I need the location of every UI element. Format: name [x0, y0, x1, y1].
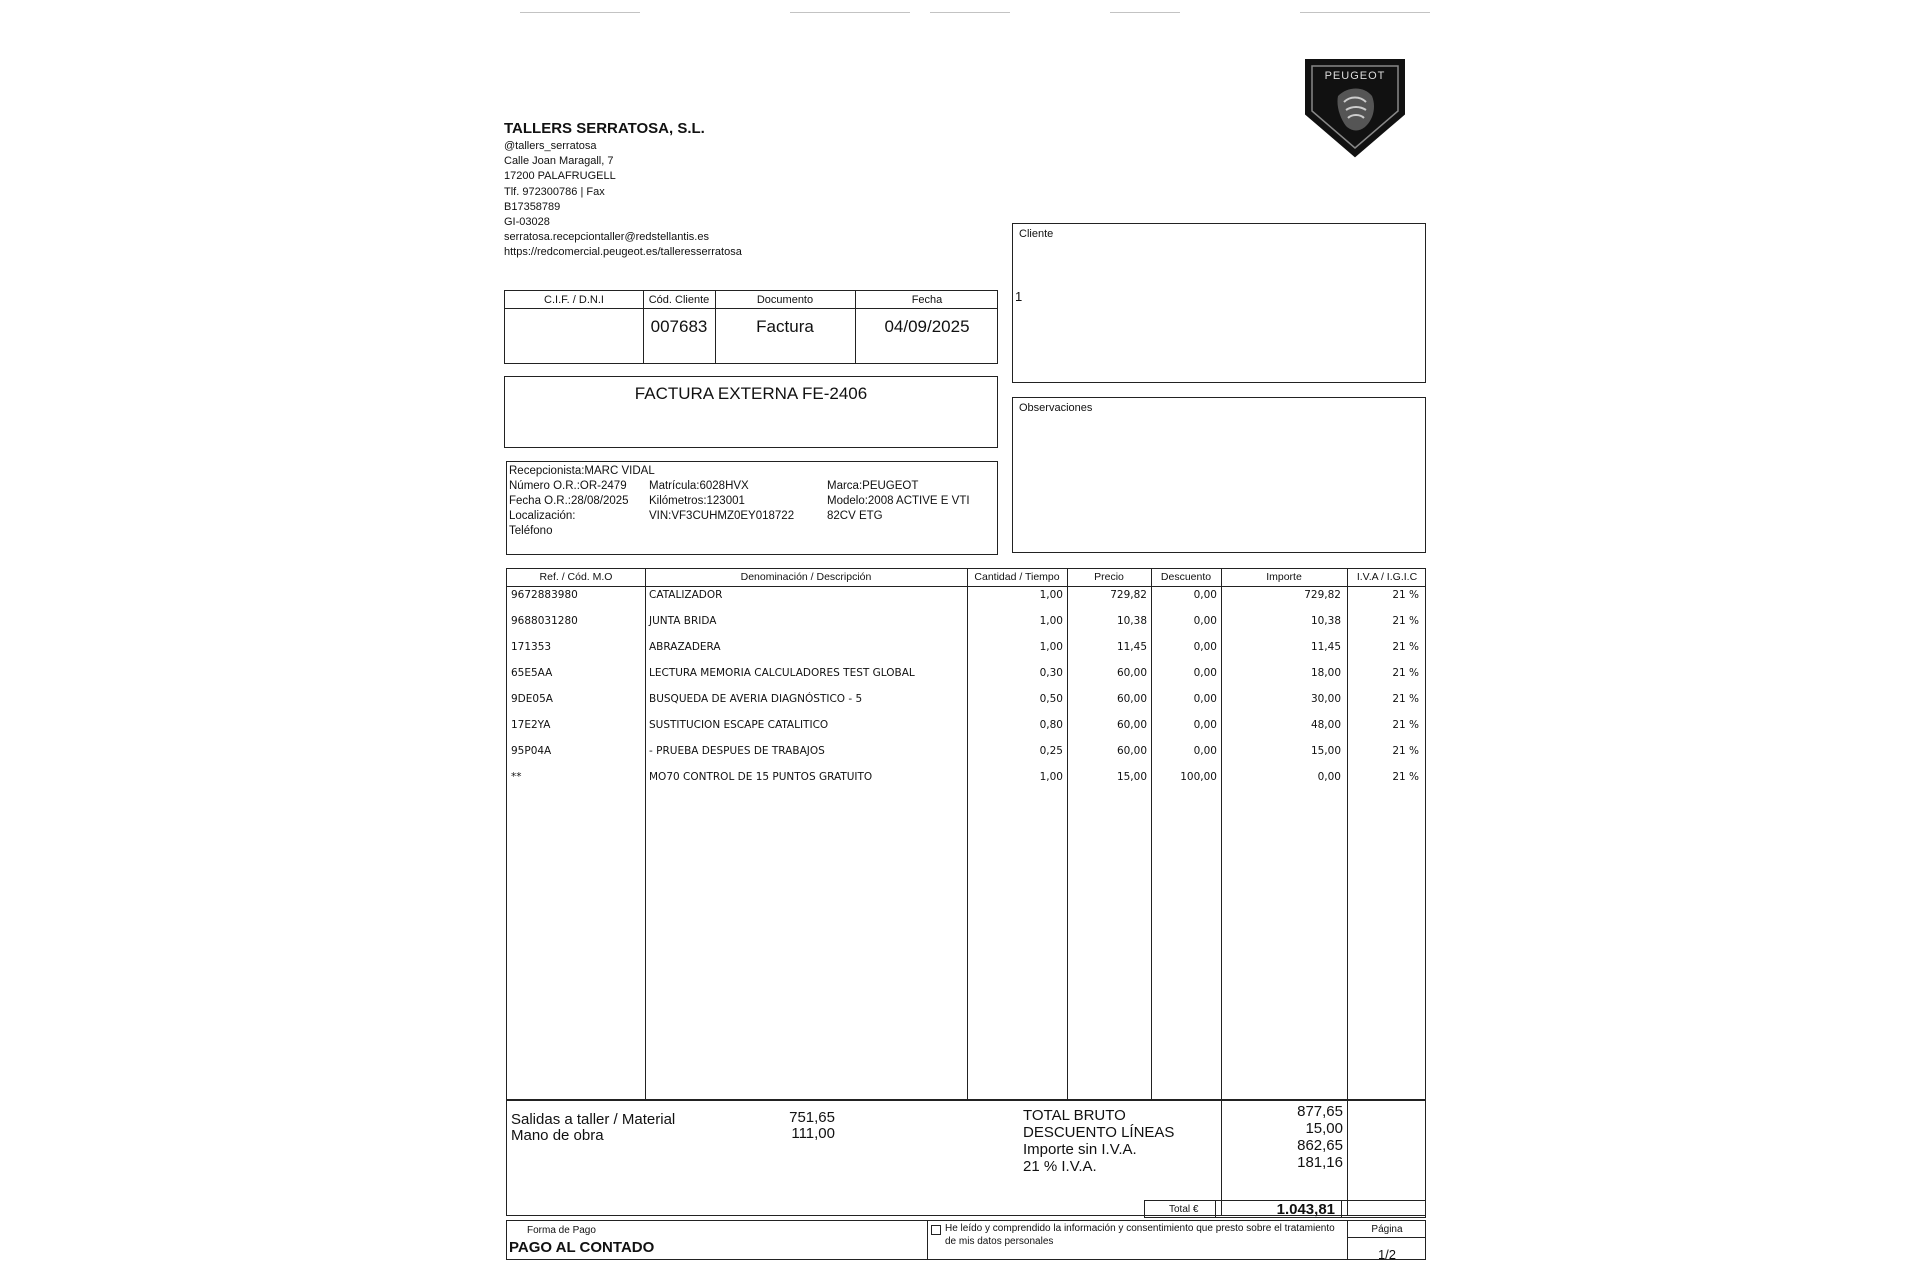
cell-description: ABRAZADERA: [649, 641, 721, 653]
col-description-header: Denominación / Descripción: [740, 571, 872, 583]
net-value: 862,65: [1297, 1137, 1343, 1154]
cell-price: 15,00: [1116, 771, 1147, 783]
cell-description: LECTURA MEMORIA CALCULADORES TEST GLOBAL: [649, 667, 915, 679]
cif-label: C.I.F. / D.N.I: [544, 294, 604, 306]
col-amount-header: Importe: [1266, 571, 1302, 583]
table-row: [507, 589, 1425, 609]
cell-ref: 9672883980: [511, 589, 578, 601]
kilometers: Kilómetros:123001: [649, 495, 745, 507]
cell-ref: 95P04A: [511, 745, 552, 757]
gross-label: TOTAL BRUTO: [1023, 1107, 1126, 1124]
repair-order-number: Número O.R.:OR-2479: [509, 480, 627, 492]
cell-price: 60,00: [1116, 745, 1147, 757]
company-email: serratosa.recepciontaller@redstellantis.es: [504, 231, 709, 244]
receptionist: Recepcionista:MARC VIDAL: [509, 465, 655, 477]
cell-amount: 18,00: [1310, 667, 1341, 679]
col-price-header: Precio: [1094, 571, 1124, 583]
invoice-title: FACTURA EXTERNA FE-2406: [634, 384, 868, 403]
date-value: 04/09/2025: [884, 317, 970, 336]
table-row: [507, 693, 1425, 713]
labour-label: Mano de obra: [511, 1127, 604, 1144]
client-label: Cliente: [1019, 228, 1054, 240]
net-label: Importe sin I.V.A.: [1023, 1141, 1137, 1158]
company-registry: GI-03028: [504, 216, 550, 229]
model-detail: 82CV ETG: [827, 510, 883, 522]
observations-box: [1012, 397, 1426, 553]
cell-description: MO70 CONTROL DE 15 PUNTOS GRATUITO: [649, 771, 873, 783]
cell-discount: 0,00: [1193, 745, 1217, 757]
peugeot-logo-icon: [1300, 52, 1410, 162]
table-row: [507, 667, 1425, 687]
cell-description: JUNTA BRIDA: [649, 615, 717, 627]
repair-order-date: Fecha O.R.:28/08/2025: [509, 495, 629, 507]
cell-discount: 0,00: [1193, 693, 1217, 705]
cell-amount: 48,00: [1310, 719, 1341, 731]
cell-ref: 17E2YA: [511, 719, 551, 731]
cell-discount: 0,00: [1193, 589, 1217, 601]
cell-quantity: 1,00: [1039, 615, 1063, 627]
consent-checkbox[interactable]: [931, 1225, 941, 1235]
cell-description: - PRUEBA DESPUES DE TRABAJOS: [649, 745, 825, 757]
col-ref-header: Ref. / Cód. M.O: [539, 571, 613, 583]
cell-amount: 11,45: [1310, 641, 1341, 653]
vat-label: 21 % I.V.A.: [1023, 1158, 1097, 1175]
col-discount-header: Descuento: [1160, 571, 1212, 583]
cell-ref: 65E5AA: [511, 667, 553, 679]
cell-ref: 9DE05A: [511, 693, 553, 705]
cell-quantity: 1,00: [1039, 641, 1063, 653]
logo-text: PEUGEOT: [1324, 70, 1386, 82]
material-label: Salidas a taller / Material: [511, 1111, 676, 1128]
client-code-label: Cód. Cliente: [648, 294, 710, 306]
cell-quantity: 0,25: [1039, 745, 1063, 757]
cell-vat: 21 %: [1392, 771, 1419, 783]
cell-quantity: 0,30: [1039, 667, 1063, 679]
client-value: 1: [1015, 289, 1023, 304]
payment-label: Forma de Pago: [527, 1225, 596, 1236]
payment-value: PAGO AL CONTADO: [509, 1239, 655, 1256]
company-block: [504, 120, 742, 261]
cell-amount: 10,38: [1310, 615, 1341, 627]
cell-vat: 21 %: [1392, 719, 1419, 731]
cell-price: 11,45: [1116, 641, 1147, 653]
plate: Matrícula:6028HVX: [649, 480, 749, 492]
model: Modelo:2008 ACTIVE E VTI: [827, 495, 970, 507]
cell-amount: 729,82: [1304, 589, 1341, 601]
discount-value: 15,00: [1305, 1120, 1343, 1137]
invoice-title-box: [504, 376, 998, 448]
cell-description: CATALIZADOR: [649, 589, 723, 601]
cell-ref: 9688031280: [511, 615, 578, 627]
client-box: [1012, 223, 1426, 383]
cell-vat: 21 %: [1392, 641, 1419, 653]
observations-label: Observaciones: [1019, 402, 1093, 414]
cell-description: SUSTITUCION ESCAPE CATALITICO: [649, 719, 829, 731]
vin: VIN:VF3CUHMZ0EY018722: [649, 510, 795, 522]
cell-price: 60,00: [1116, 719, 1147, 731]
gross-value: 877,65: [1297, 1103, 1343, 1120]
cell-amount: 15,00: [1310, 745, 1341, 757]
cell-amount: 30,00: [1310, 693, 1341, 705]
cell-vat: 21 %: [1392, 589, 1419, 601]
cell-vat: 21 %: [1392, 667, 1419, 679]
vat-value: 181,16: [1297, 1154, 1343, 1171]
table-row: [507, 771, 1425, 791]
cell-quantity: 1,00: [1039, 771, 1063, 783]
document-label: Documento: [756, 294, 814, 306]
payment-box: [506, 1220, 1426, 1260]
cell-price: 10,38: [1116, 615, 1147, 627]
company-phone: Tlf. 972300786 | Fax: [504, 185, 605, 198]
table-row: [507, 615, 1425, 635]
company-website: https://redcomercial.peugeot.es/talleresserratosa: [504, 246, 742, 259]
total-label: Total €: [1169, 1204, 1199, 1215]
page-value: 1/2: [1377, 1247, 1397, 1262]
date-label: Fecha: [911, 294, 943, 306]
location: Localización:: [509, 510, 576, 522]
discount-label: DESCUENTO LÍNEAS: [1023, 1124, 1175, 1141]
company-city: 17200 PALAFRUGELL: [504, 170, 616, 183]
cell-price: 729,82: [1110, 589, 1147, 601]
table-row: [507, 641, 1425, 661]
material-value: 751,65: [789, 1109, 835, 1126]
client-code-value: 007683: [650, 317, 708, 336]
table-row: [507, 719, 1425, 739]
totals-box: [506, 1100, 1426, 1216]
phone: Teléfono: [509, 525, 553, 537]
cell-quantity: 0,50: [1039, 693, 1063, 705]
consent-text: He leído y comprendido la información y consentimiento que presto sobre el tratamiento de mis datos personales: [945, 1223, 1335, 1247]
cell-price: 60,00: [1116, 667, 1147, 679]
cell-price: 60,00: [1116, 693, 1147, 705]
cell-vat: 21 %: [1392, 615, 1419, 627]
cell-discount: 0,00: [1193, 719, 1217, 731]
labour-value: 111,00: [791, 1125, 835, 1142]
reception-box: [506, 461, 998, 555]
company-tax-id: B17358789: [504, 200, 561, 213]
cell-vat: 21 %: [1392, 693, 1419, 705]
cell-description: BUSQUEDA DE AVERIA DIAGNÓSTICO - 5: [649, 693, 863, 705]
cell-ref: **: [511, 771, 522, 783]
brand: Marca:PEUGEOT: [827, 480, 919, 492]
cell-discount: 100,00: [1180, 771, 1217, 783]
invoice-header-table: [504, 290, 998, 364]
col-vat-header: I.V.A / I.G.I.C: [1356, 571, 1418, 583]
col-quantity-header: Cantidad / Tiempo: [974, 571, 1060, 583]
total-row: [1144, 1200, 1426, 1218]
total-value: 1.043,81: [1276, 1201, 1335, 1218]
company-address: Calle Joan Maragall, 7: [504, 155, 614, 168]
cell-discount: 0,00: [1193, 667, 1217, 679]
cell-quantity: 1,00: [1039, 589, 1063, 601]
cell-discount: 0,00: [1193, 615, 1217, 627]
cell-ref: 171353: [511, 641, 552, 653]
cell-discount: 0,00: [1193, 641, 1217, 653]
company-handle: @tallers_serratosa: [504, 140, 597, 152]
cell-amount: 0,00: [1317, 771, 1341, 783]
document-value: Factura: [756, 317, 814, 336]
page-label: Página: [1371, 1224, 1403, 1235]
items-table: [506, 568, 1426, 1100]
cell-vat: 21 %: [1392, 745, 1419, 757]
company-name: TALLERS SERRATOSA, S.L.: [504, 120, 705, 137]
cell-quantity: 0,80: [1039, 719, 1063, 731]
table-row: [507, 745, 1425, 765]
